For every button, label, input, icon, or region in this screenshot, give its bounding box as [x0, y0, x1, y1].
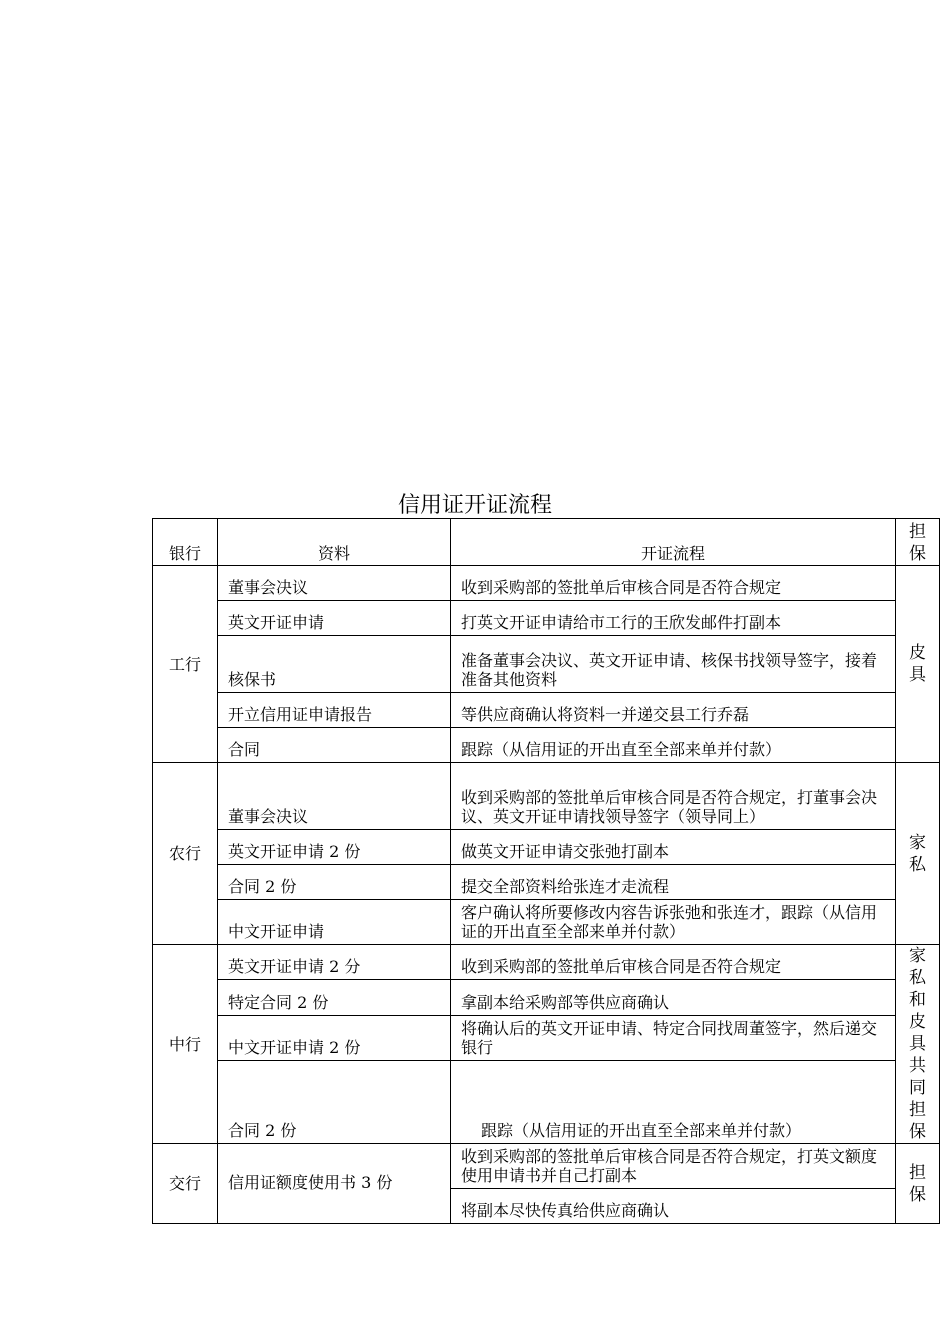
flow-cell: 将确认后的英文开证申请、特定合同找周董签字，然后递交银行: [451, 1015, 896, 1060]
flow-cell: 收到采购部的签批单后审核合同是否符合规定: [451, 945, 896, 980]
header-flow: 开证流程: [451, 519, 896, 566]
table-row: [153, 763, 940, 830]
doc-cell: 合同 2 份: [218, 1061, 451, 1144]
bank-icbc: 工行: [153, 566, 218, 763]
guarantee-icbc: 皮具: [896, 566, 940, 763]
table-row: [153, 636, 940, 693]
guarantee-bocom: 担保: [896, 1144, 940, 1224]
flow-cell: 做英文开证申请交张弛打副本: [451, 830, 896, 865]
doc-cell: 董事会决议: [218, 763, 451, 830]
flow-cell: 收到采购部的签批单后审核合同是否符合规定，打英文额度使用申请书并自己打副本: [451, 1144, 896, 1189]
doc-cell: 合同 2 份: [218, 865, 451, 900]
flow-cell: 跟踪（从信用证的开出直至全部来单并付款）: [451, 728, 896, 763]
flow-cell: 准备董事会决议、英文开证申请、核保书找领导签字，接着准备其他资料: [451, 636, 896, 693]
table-row: [153, 601, 940, 636]
doc-cell: 开立信用证申请报告: [218, 693, 451, 728]
guarantee-abc: 家私: [896, 763, 940, 945]
bank-abc: 农行: [153, 763, 218, 945]
doc-cell: 信用证额度使用书 3 份: [218, 1144, 451, 1224]
table-row: [153, 566, 940, 601]
header-bank: 银行: [153, 519, 218, 566]
flow-cell: 客户确认将所要修改内容告诉张弛和张连才，跟踪（从信用证的开出直至全部来单并付款）: [451, 900, 896, 945]
doc-cell: 中文开证申请 2 份: [218, 1015, 451, 1060]
table-row: [153, 900, 940, 945]
table-row: [153, 1015, 940, 1060]
flow-cell: 等供应商确认将资料一并递交县工行乔磊: [451, 693, 896, 728]
flow-cell: 收到采购部的签批单后审核合同是否符合规定，打董事会决议、英文开证申请找领导签字（领导同上）: [451, 763, 896, 830]
flow-cell: 打英文开证申请给市工行的王欣发邮件打副本: [451, 601, 896, 636]
table-row: [153, 728, 940, 763]
doc-cell: 合同: [218, 728, 451, 763]
table-row: [153, 945, 940, 980]
bank-boc: 中行: [153, 945, 218, 1144]
bank-bocom: 交行: [153, 1144, 218, 1224]
doc-cell: 英文开证申请 2 分: [218, 945, 451, 980]
document-title: 信用证开证流程: [397, 493, 552, 518]
guarantee-boc: 家私和皮具共同担保: [896, 945, 940, 1144]
doc-cell: 特定合同 2 份: [218, 980, 451, 1015]
table-row: [153, 980, 940, 1015]
lc-process-table: [152, 518, 940, 1224]
table-row: [153, 865, 940, 900]
doc-cell: 中文开证申请: [218, 900, 451, 945]
doc-cell: 英文开证申请 2 份: [218, 830, 451, 865]
flow-cell: 跟踪（从信用证的开出直至全部来单并付款）: [451, 1061, 896, 1144]
flow-cell: 提交全部资料给张连才走流程: [451, 865, 896, 900]
doc-cell: 董事会决议: [218, 566, 451, 601]
table-row: [153, 1144, 940, 1189]
flow-cell: 拿副本给采购部等供应商确认: [451, 980, 896, 1015]
table-row: [153, 830, 940, 865]
flow-cell: 将副本尽快传真给供应商确认: [451, 1189, 896, 1224]
doc-cell: 英文开证申请: [218, 601, 451, 636]
table-row: [153, 693, 940, 728]
table-row: [153, 1061, 940, 1144]
table-header-row: [153, 519, 940, 566]
doc-cell: 核保书: [218, 636, 451, 693]
header-guarantee: 担保: [896, 519, 940, 566]
flow-cell: 收到采购部的签批单后审核合同是否符合规定: [451, 566, 896, 601]
header-docs: 资料: [218, 519, 451, 566]
